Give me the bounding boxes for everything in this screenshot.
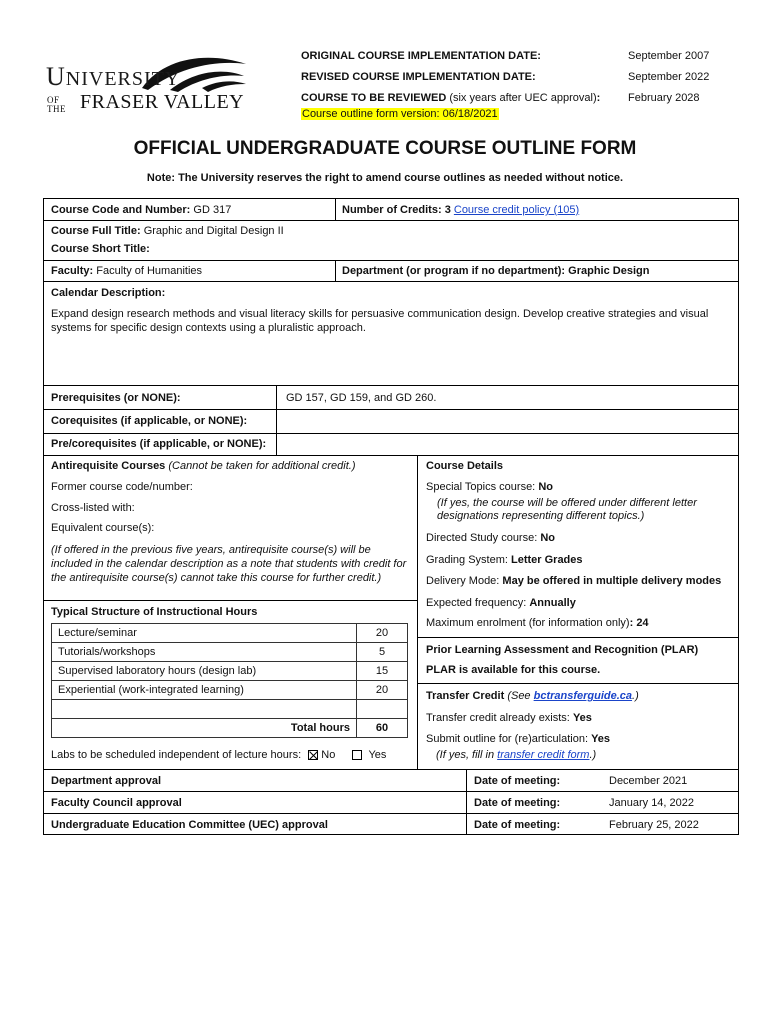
transfer-see-end: .)	[632, 690, 639, 702]
frequency-row	[426, 596, 576, 610]
credits-cell	[342, 203, 579, 217]
directed-study-row	[426, 531, 555, 545]
table-row	[52, 681, 408, 700]
form-version	[301, 108, 499, 120]
transfer-credit-form-link[interactable]: transfer credit form	[497, 749, 590, 761]
special-topics-row	[426, 480, 553, 494]
review-date-note: (six years after UEC approval)	[449, 92, 597, 104]
row-divider	[43, 220, 739, 221]
special-topics-value: No	[538, 481, 553, 493]
full-title-value: Graphic and Digital Design II	[143, 225, 284, 237]
hours-row-label: Lecture/seminar	[52, 624, 357, 643]
coreq-label: Corequisites (if applicable, or NONE):	[51, 415, 248, 427]
row-divider	[43, 455, 739, 456]
labs-schedule-row	[51, 748, 386, 762]
row-divider	[43, 433, 739, 434]
bctransferguide-link[interactable]: bctransferguide.ca	[533, 690, 633, 702]
page-title: OFFICIAL UNDERGRADUATE COURSE OUTLINE FORM	[133, 138, 637, 159]
department-label: Department (or program if no department):	[342, 265, 566, 277]
row-divider	[43, 260, 739, 261]
row-divider	[417, 637, 739, 638]
transfer-exists-label: Transfer credit already exists:	[426, 712, 570, 724]
enrolment-value: 24	[636, 617, 649, 629]
transfer-form-row	[436, 748, 596, 762]
prereq-label: Prerequisites (or NONE):	[51, 392, 181, 404]
col-divider	[276, 385, 277, 455]
directed-study-label: Directed Study course:	[426, 532, 538, 544]
enrolment-colon: :	[629, 617, 634, 629]
labs-yes-checkbox[interactable]	[352, 750, 362, 760]
grading-row	[426, 553, 583, 567]
row-divider	[43, 385, 739, 386]
table-row	[52, 643, 408, 662]
transfer-exists-row	[426, 711, 592, 725]
approval-date-label: Date of meeting:	[474, 797, 561, 809]
col-divider	[417, 455, 418, 769]
credit-policy-link[interactable]: Course credit policy (105)	[453, 204, 580, 216]
approval-label: Faculty Council approval	[51, 797, 182, 809]
hours-row-value: 15	[357, 662, 408, 681]
revised-date-value: September 2022	[628, 71, 710, 83]
calendar-description: Expand design research methods and visual literacy skills for persuasive communication design. Develop creative strategies and visual systems for specific design contexts using a pluralistic approach.	[51, 308, 709, 334]
faculty-cell	[51, 264, 202, 278]
row-divider	[417, 683, 739, 684]
faculty-label: Faculty:	[51, 265, 94, 277]
approval-label: Department approval	[51, 775, 162, 787]
original-date-value: September 2007	[628, 50, 710, 62]
frequency-label: Expected frequency:	[426, 597, 527, 609]
row-divider	[43, 281, 739, 282]
hours-row-label: Tutorials/workshops	[52, 643, 357, 662]
directed-study-value: No	[540, 532, 556, 544]
total-row	[52, 719, 408, 738]
short-title-label: Course Short Title:	[51, 243, 150, 255]
former-code-label: Former course code/number:	[51, 481, 193, 493]
hours-table	[51, 623, 408, 738]
transfer-form-prefix: (If yes, fill in	[436, 749, 495, 761]
approval-date: December 2021	[609, 775, 688, 787]
frequency-value: Annually	[529, 597, 576, 609]
total-hours-label: Total hours	[52, 719, 357, 738]
labs-no-label: No	[321, 749, 336, 761]
row-divider	[43, 409, 739, 410]
approval-date-label: Date of meeting:	[474, 819, 561, 831]
approval-label: Undergraduate Education Committee (UEC) approval	[51, 819, 328, 831]
hours-blank-cell	[52, 700, 357, 719]
revised-date-label: REVISED COURSE IMPLEMENTATION DATE:	[301, 71, 536, 83]
col-divider	[466, 769, 467, 835]
equivalent-courses-label: Equivalent course(s):	[51, 522, 155, 534]
form-version-text: Course outline form version: 06/18/2021	[302, 108, 498, 120]
table-row	[52, 700, 408, 719]
hours-row-label: Experiential (work-integrated learning)	[52, 681, 357, 700]
special-topics-note: (If yes, the course will be offered under different letter designations representing different topics.)	[437, 497, 697, 522]
approval-date: January 14, 2022	[609, 797, 695, 809]
enrolment-label: Maximum enrolment (for information only)	[426, 617, 630, 629]
course-details-heading: Course Details	[426, 460, 504, 472]
credits-label: Number of Credits:	[342, 204, 442, 216]
hours-row-label: Supervised laboratory hours (design lab)	[52, 662, 357, 681]
antireq-heading-row	[51, 459, 355, 473]
antireq-heading: Antirequisite Courses	[51, 460, 166, 472]
antireq-heading-note: (Cannot be taken for additional credit.)	[168, 460, 356, 472]
calendar-label: Calendar Description:	[51, 287, 166, 299]
row-divider	[43, 791, 739, 792]
enrolment-row	[426, 616, 649, 630]
labs-schedule-text: Labs to be scheduled independent of lecture hours:	[51, 749, 302, 761]
transfer-form-suffix: .)	[589, 749, 597, 761]
col-divider	[335, 198, 336, 220]
delivery-row	[426, 574, 721, 588]
prereq-value: GD 157, GD 159, and GD 260.	[286, 392, 437, 404]
col-divider	[335, 260, 336, 281]
logo-fraser-valley-text: FRASER VALLEY	[80, 91, 245, 113]
approval-date: February 25, 2022	[609, 819, 699, 831]
review-date-label-row	[301, 92, 600, 104]
hours-row-value: 5	[357, 643, 408, 662]
course-code-cell	[51, 203, 231, 217]
logo-of-the: OF THE	[47, 95, 66, 114]
hours-row-value: 20	[357, 681, 408, 700]
transfer-heading: Transfer Credit	[426, 690, 505, 702]
full-title-cell	[51, 224, 284, 238]
department-value: Graphic Design	[568, 265, 650, 277]
faculty-value: Faculty of Humanities	[96, 265, 203, 277]
labs-no-checkbox[interactable]	[308, 750, 318, 760]
hours-heading: Typical Structure of Instructional Hours	[51, 606, 258, 618]
special-topics-label: Special Topics course:	[426, 481, 536, 493]
amend-note: Note: The University reserves the right to amend course outlines as needed without notice.	[146, 172, 624, 184]
review-date-colon: :	[596, 92, 601, 104]
original-date-label: ORIGINAL COURSE IMPLEMENTATION DATE:	[301, 50, 541, 62]
hours-blank-value	[357, 700, 408, 719]
logo-university-text: UNIVERSITY	[46, 62, 181, 91]
plar-text: PLAR is available for this course.	[426, 664, 601, 676]
labs-yes-label: Yes	[368, 749, 387, 761]
delivery-value: May be offered in multiple delivery modes	[502, 575, 722, 587]
department-cell	[342, 264, 649, 278]
course-code-label: Course Code and Number:	[51, 204, 191, 216]
review-date-label: COURSE TO BE REVIEWED	[301, 92, 447, 104]
submit-outline-label: Submit outline for (re)articulation:	[426, 733, 589, 745]
antireq-note: (If offered in the previous five years, antirequisite course(s) will be included in the calendar description as a note that students with credit for the antirequisite course(s) cannot take this course for further credit.)	[51, 544, 407, 584]
total-hours-value: 60	[357, 719, 408, 738]
row-divider	[43, 769, 739, 770]
delivery-label: Delivery Mode:	[426, 575, 500, 587]
table-row	[52, 662, 408, 681]
table-row	[52, 624, 408, 643]
submit-outline-row	[426, 732, 610, 746]
course-code-value: GD 317	[193, 204, 232, 216]
cross-listed-label: Cross-listed with:	[51, 502, 135, 514]
grading-value: Letter Grades	[510, 554, 583, 566]
transfer-see: (See	[507, 690, 531, 702]
row-divider	[43, 813, 739, 814]
approval-date-label: Date of meeting:	[474, 775, 561, 787]
submit-outline-value: Yes	[591, 733, 611, 745]
plar-heading: Prior Learning Assessment and Recognition (PLAR)	[426, 644, 699, 656]
transfer-exists-value: Yes	[572, 712, 592, 724]
grading-label: Grading System:	[426, 554, 508, 566]
review-date-value: February 2028	[628, 92, 700, 104]
full-title-label: Course Full Title:	[51, 225, 141, 237]
credits-value: 3	[444, 204, 451, 216]
transfer-heading-row	[426, 689, 639, 703]
hours-row-value: 20	[357, 624, 408, 643]
precoreq-label: Pre/corequisites (if applicable, or NONE):	[51, 438, 267, 450]
row-divider	[43, 600, 417, 601]
